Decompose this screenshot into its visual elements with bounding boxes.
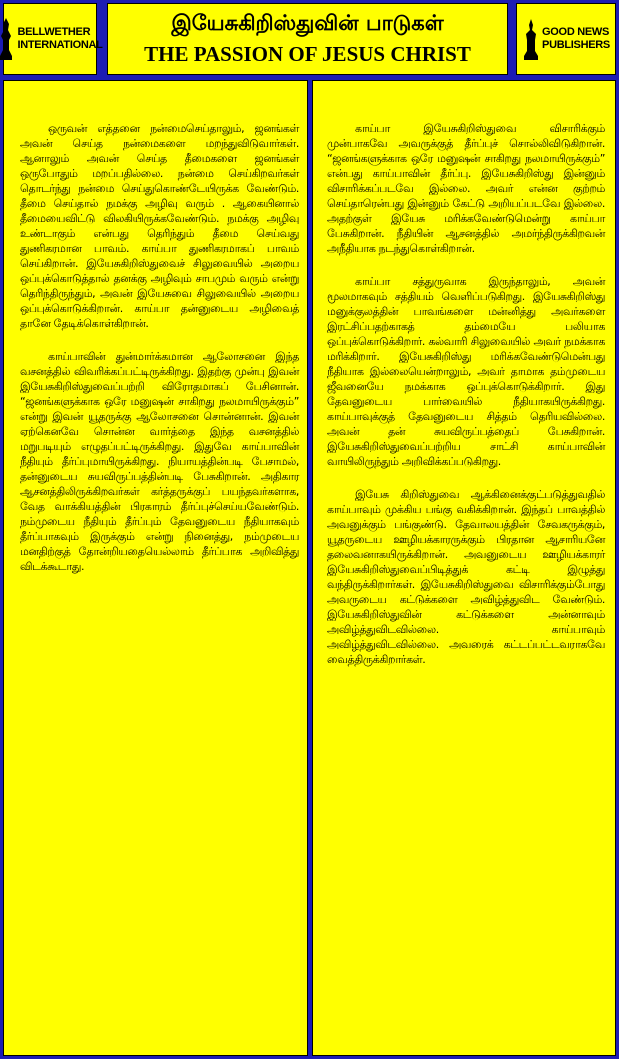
right-text-column: [312, 80, 616, 1056]
bellwether-logo: [3, 3, 103, 75]
title-panel: [107, 3, 508, 75]
paragraph: காய்பா சத்துருவாக இருந்தாலும், அவன் மூலமாகவும் சத்தியம் வெளிப்படுகிறது. இயேசுகிறிஸ்து மனுக்குலத்தின் பாவங்களை மன்னித்து அவர்களை இரட்சிப்பதற்காகத் தம்மையே பலியாக ஒப்புக்கொடுக்கிறார். கல்வாரி சிலுவையில் அவர் நமக்காக மரிக்கிறார். இயேசுகிறிஸ்து மரிக்கவேண்டுமென்பது நீதியாக இல்லையென்றாலும், அவர் தாமாக தம்முடைய ஜீவனையே நமக்காக ஒப்புக்கொடுக்கிறார். இது தேவனுடைய பார்வையில் நீதியாகயிருக்கிறது. காய்பாவுக்குத் தேவனுடைய சித்தம் தெரியவில்லை. அவன் தன் சுயவிருப்பத்தைப் பேசுகிறான். இயேசுகிறிஸ்துவைப்பற்றிய சாட்சி காய்பாவின் வாயிலிருந்தும் அறிவிக்கப்படுகிறது.: [327, 275, 605, 468]
dove-silhouette-icon: [522, 16, 540, 62]
ram-silhouette-icon: [0, 16, 15, 62]
good-news-logo: [516, 3, 616, 75]
logo-line-2: PUBLISHERS: [542, 39, 610, 51]
good-news-logo-text: [542, 26, 610, 52]
left-text-column: [3, 80, 308, 1056]
paragraph: காய்பா இயேசுகிறிஸ்துவை விசாரிக்கும் முன்பாகவே அவருக்குத் தீர்ப்புச் சொல்லிவிடுகிறான். “ஜனங்களுக்காக ஒரே மனுஷன் சாகிறது நலமாயிருக்கும்” என்பது காய்பாவின் தீர்ப்பு. இயேசுகிறிஸ்து இன்னும் விசாரிக்கப்படவே இல்லை. அவர் என்ன குற்றம் செய்தாரென்பது இன்னும் கேட்டு அறியப்படவே இல்லை. அதற்குள் இயேசு மரிக்கவேண்டுமென்று காய்பா பேசுகிறான். நீதியின் ஆசனத்தில் அமர்ந்திருக்கிறவன் அநீதியாக நடந்துகொள்கிறான்.: [327, 122, 605, 255]
bellwether-logo-text: [17, 26, 102, 52]
paragraph: ஒருவன் எத்தனை நன்மைசெய்தாலும், ஜனங்கள் அவன் செய்த நன்மைகளை மறந்துவிடுவார்கள். ஆனாலும் அவன் செய்த தீமைகளை ஜனங்கள் ஒருபோதும் மறப்பதில்லை. நன்மை செய்கிறவர்கள் தொடர்ந்து நன்மை செய்துகொண்டேயிருக்க வேண்டும். தீமை செய்தால் நமக்கு அழிவு வரும் . ஆகையினால் தீமையைவிட்டு விலகியிருக்கவேண்டும். நமக்கு அழிவு உண்டாகும் என்பது தெரிந்தும் தீமை செய்வது துணிகரமான பாவம். காய்பா துணிகரமாகப் பாவம் செய்கிறான். இயேசுகிறிஸ்துவைச் சிலுவையில் அறைய ஒப்புக்கொடுத்தால் தனக்கு அழிவும் சாபமும் வரும் என்று தெரிந்திருந்தும், அவன் இயேசுவை சிலுவையில் அறைய ஒப்புக்கொடுக்கிறான். காய்பா தன்னுடைய அழிவைத் தானே தேடிக்கொள்கிறான்.: [20, 122, 299, 330]
logo-line-1: GOOD NEWS: [542, 26, 610, 38]
paragraph: இயேசு கிறிஸ்துவை ஆக்கினைக்குட்படுத்துவதில் காய்பாவும் முக்கிய பங்கு வகிக்கிறான். இந்தப் பாவத்தில் அவனுக்கும் பங்குண்டு. தேவாலயத்தின் சேவகருக்கும், யூதருடைய ஊழியக்காரருக்கும் பிரதான ஆசாரியனே தலைவனாகயிருக்கிறான். அவனுடைய ஊழியக்காரர் இயேசுகிறிஸ்துவைப்பிடித்துக் கட்டி இழுத்து வந்திருக்கிறார்கள். இயேசுகிறிஸ்துவை விசாரிக்கும்போது அவருடைய கட்டுக்களை அவிழ்த்துவிட வேண்டும். இயேசுகிறிஸ்துவின் கட்டுக்களை அன்னாவும் அவிழ்த்துவிடவில்லை. காய்பாவும் அவிழ்த்துவிடவில்லை. அவரைக் கட்டப்பட்டவராகவே வைத்திருக்கிறார்கள்.: [327, 488, 605, 666]
page-header: [0, 0, 619, 78]
paragraph: காய்பாவின் துன்மார்க்கமான ஆலோசனை இந்த வசனத்தில் விவரிக்கப்பட்டிருக்கிறது. இதற்கு முன்பு இவன் இயேசுகிறிஸ்துவைப்பற்றி விரோதமாகப் பேசினான். “ஜனங்களுக்காக ஒரே மனுஷன் சாகிறது நலமாயிருக்கும்” என்று இவன் யூதருக்கு ஆலோசனை சொன்னான். இவன் ஏற்கெனவே சொன்ன வார்த்தை இந்த வசனத்தில் மறுபடியும் எழுதப்பட்டிருக்கிறது. இதுவே காய்பாவின் நீதியும் தீர்ப்புமாயிருக்கிறது. நியாயத்தின்படி பேசாமல், தன்னுடைய சுயவிருப்பத்தின்படி பேசுகிறான். அதிகார ஆசனத்திலிருக்கிறவர்கள் கர்த்தருக்குப் பயந்தவர்களாக, வேத வாக்கியத்தின் பிரகாரம் தீர்ப்புச்செய்யவேண்டும். நம்முடைய நீதியும் தீர்ப்பும் தேவனுடைய நீதியாகவும் தீர்ப்பாகவும் இருக்கும் என்று நினைத்து, நம்முடைய மனதிற்குத் தோன்றியதையெல்லாம் தீர்ப்பாக அறிவித்து விடக்கூடாது.: [20, 350, 299, 573]
page-title-english: THE PASSION OF JESUS CHRIST: [144, 42, 471, 66]
logo-line-1: BELLWETHER: [17, 26, 91, 38]
page-title-tamil: இயேசுகிறிஸ்துவின் பாடுகள்: [171, 11, 444, 35]
logo-line-2: INTERNATIONAL: [17, 39, 103, 51]
